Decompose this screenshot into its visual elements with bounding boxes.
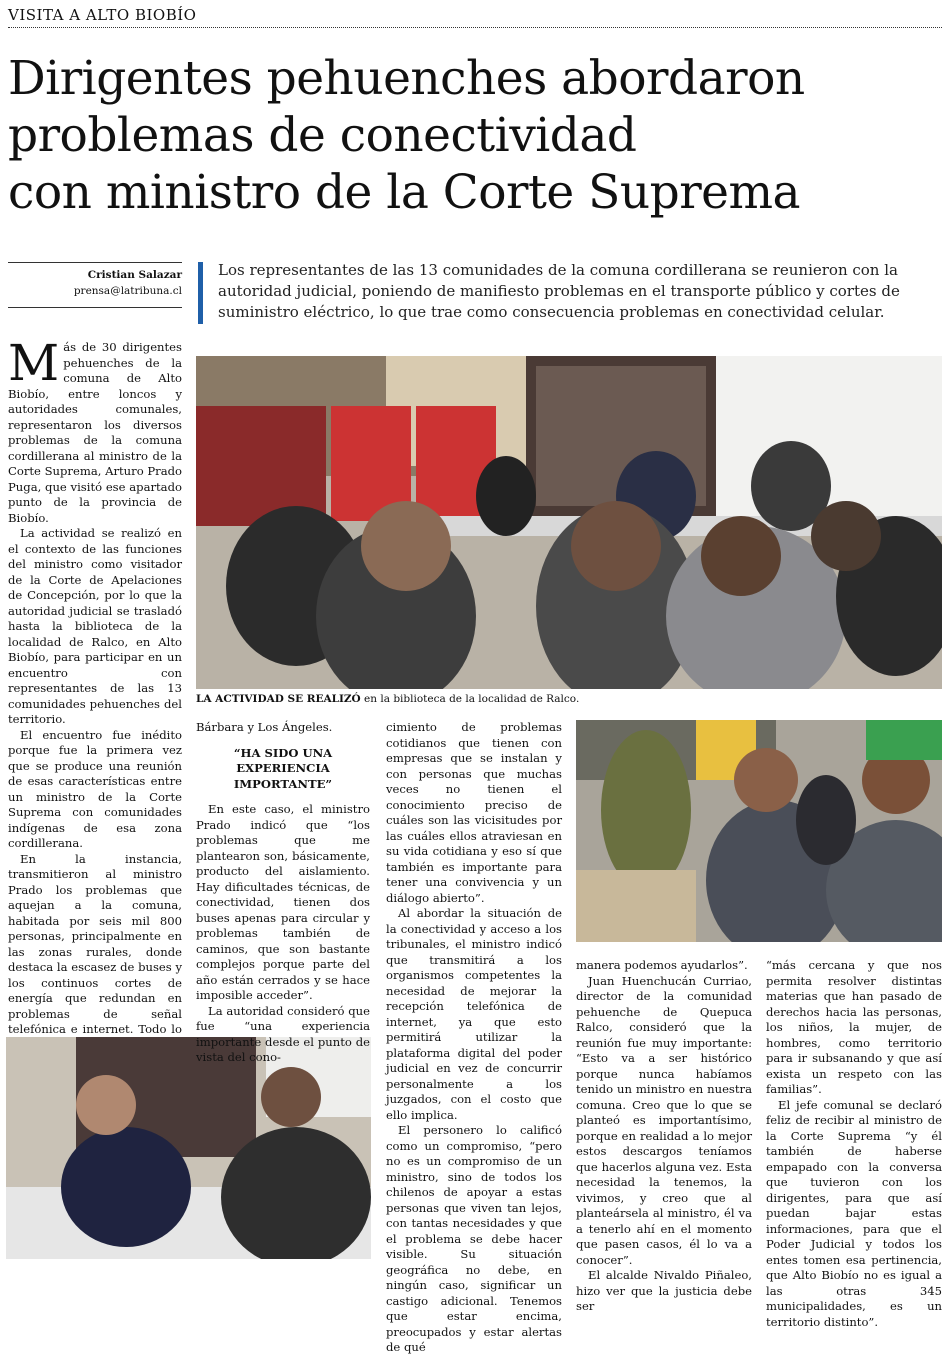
caption-bold: LA ACTIVIDAD SE REALIZÓ — [196, 693, 361, 705]
col2-paragraph-1: Bárbara y Los Ángeles. — [196, 720, 333, 734]
headline-line-3: con ministro de la Corte Suprema — [8, 165, 801, 220]
col5-paragraph-2: El jefe comunal se declaró feliz de recibir al ministro de la Corte Suprema “y él también de haberse empapado con la conversa que tuvieron con los dirigentes, para que así puedan bajar estas informaciones, para que el Poder Judicial y todos los entes tomen esa pertinencia, que Alto Biobío no es igual a las otras 345 municipalidades, es un territorio distinto”. — [766, 1097, 942, 1329]
lead-paragraph: Los representantes de las 13 comunidades de la comuna cordillerana se reunieron con la autoridad judicial, poniendo de manifiesto problemas en el transporte público y cortes de suministro eléctrico, lo que trae como consecuencia problemas en conectividad celular. — [218, 261, 900, 321]
headline — [8, 50, 942, 221]
bottom-left-photo — [6, 1037, 371, 1259]
main-photo-caption — [196, 692, 942, 706]
col2-paragraph-3: La autoridad consideró que fue “una experiencia importante desde el punto de vista del cono- — [196, 1003, 370, 1064]
byline-author: Cristian Salazar — [87, 269, 182, 281]
caption-text: en la biblioteca de la localidad de Ralco. — [360, 693, 580, 705]
column-3 — [386, 720, 562, 1356]
col4-paragraph-3: El alcalde Nivaldo Piñaleo, hizo ver que la justicia debe ser — [576, 1268, 752, 1313]
column-2 — [196, 720, 370, 1066]
col4-paragraph-1: manera podemos ayudarlos”. — [576, 958, 748, 972]
drop-cap: M — [8, 334, 60, 392]
column-4 — [576, 958, 752, 1315]
headline-line-2: problemas de conectividad — [8, 108, 637, 163]
right-photo — [576, 720, 942, 942]
section-label: VISITA A ALTO BIOBÍO — [8, 6, 197, 24]
col1-paragraph-3: El encuentro fue inédito porque fue la primera vez que se produce una reunión de esas características entre un ministro de la Corte Suprema con comunidades indígenas de esa zona cordillerana. — [8, 727, 182, 850]
col4-paragraph-2: Juan Huenchucán Curriao, director de la comunidad pehuenche de Quepuca Ralco, consideró que la reunión fue muy importante: “Esto va a ser histórico porque nunca habíamos tenido un ministro en nuestra comuna. Creo que lo que se planteó es importantísimo, porque en realidad a lo mejor estos descargos teníamos que hacerlos alguna vez. Esta necesidad la tenemos, la vivimos, y creo que al planteársela al ministro, él va a tenerlo ahí en el momento que pasen casos, él lo va a conocer”. — [576, 973, 752, 1267]
col3-paragraph-2: Al abordar la situación de la conectividad y acceso a los tribunales, el ministro indicó que transmitirá a los organismos competentes la necesidad de mejorar la recepción telefónica de internet, ya que esto permitirá utilizar la plataforma digital del poder judicial en vez de concurrir personalmente a los juzgados, con el costo que ello implica. — [386, 906, 562, 1122]
byline-email[interactable]: prensa@latribuna.cl — [73, 285, 182, 297]
headline-line-1: Dirigentes pehuenches abordaron — [8, 51, 805, 106]
main-photo — [196, 356, 942, 689]
lead-accent-bar — [198, 262, 203, 324]
col2-paragraph-2: En este caso, el ministro Prado indicó que “los problemas que me plantearon son, básicamente, producto del aislamiento. Hay dificultades técnicas, de conectividad, tienen dos buses apenas para circular y problemas también de caminos, que son bastante complejos porque parte del año están cerrados y se hace imposible acceder”. — [196, 802, 370, 1002]
col2-subhead: “HA SIDO UNA EXPERIENCIA IMPORTANTE” — [233, 745, 333, 791]
col3-paragraph-3: El personero lo calificó como un compromiso, “pero no es un compromiso de un ministro, sino de todos los chilenos de apoyar a estas personas que viven tan lejos, con tantas necesidades y que el problema se debe hacer visible. Su situación geográfica no debe, en ningún caso, significar un castigo adicional. Tenemos que estar encima, preocupados y estar alertas de qué — [386, 1123, 562, 1354]
byline — [8, 262, 182, 308]
col1-paragraph-4: En la instancia, transmitieron al ministro Prado los problemas que aquejan a la comuna, habitada por seis mil 800 personas, principalmente en las zonas rurales, donde destaca la escasez de buses y los continuos cortes de energía que redundan en problemas de señal telefónica e internet. Todo lo — [8, 851, 182, 1036]
column-1 — [8, 334, 183, 1146]
col5-paragraph-1: “más cercana y que nos permita resolver distintas materias que han pasado de derechos hacia las personas, los niños, la mujer, de hombres, como territorio para ir subsanando y que así exista un respeto con las familias”. — [766, 958, 942, 1096]
col1-paragraph-1: Más de 30 dirigentes pehuenches de la comuna de Alto Biobío, entre loncos y autoridades comunales, representaron los diversos problemas de la comuna cordillerana al ministro de la Corte Suprema, Arturo Prado Puga, que visitó ese apartado punto de la provincia de Biobío. — [8, 334, 183, 525]
col1-paragraph-2: La actividad se realizó en el contexto de las funciones del ministro como visitador de la Corte de Apelaciones de Concepción, por lo que la autoridad judicial se trasladó hasta la biblioteca de la localidad de Ralco, en Alto Biobío, para participar en un encuentro con representantes de las 13 comunidades pehuenches del territorio. — [8, 526, 182, 726]
top-divider — [8, 27, 942, 28]
column-5 — [766, 958, 942, 1330]
col3-paragraph-1: cimiento de problemas cotidianos que tienen con empresas que se instalan y con personas que muchas veces no tienen el conocimiento preciso de cuáles son las vicisitudes por las cuáles ellos atraviesan en su vida cotidiana y eso sí que también es importante para tener una convivencia y un diálogo abierto”. — [386, 720, 562, 905]
